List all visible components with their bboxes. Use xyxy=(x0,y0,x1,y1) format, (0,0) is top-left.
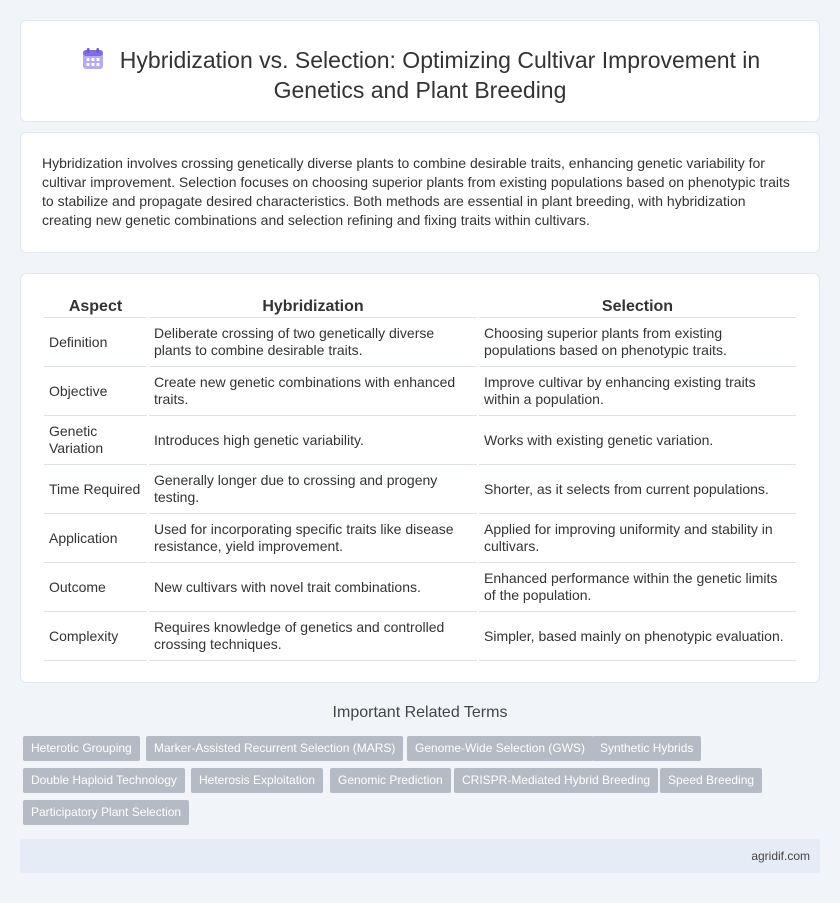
footer-site-link[interactable]: agridif.com xyxy=(751,849,810,863)
title-wrap xyxy=(61,45,779,105)
cell-selection: Improve cultivar by enhancing existing traits within a population. xyxy=(479,367,796,416)
tag-gws[interactable]: Genome-Wide Selection (GWS) xyxy=(407,736,593,761)
footer xyxy=(20,839,820,873)
intro-card xyxy=(20,132,820,253)
related-terms-title: Important Related Terms xyxy=(332,704,508,721)
cell-selection: Simpler, based mainly on phenotypic evaluation. xyxy=(479,612,796,661)
cell-aspect: Complexity xyxy=(44,612,147,661)
cell-hybridization: Introduces high genetic variability. xyxy=(149,416,477,465)
cell-hybridization: Used for incorporating specific traits like disease resistance, yield improvement. xyxy=(149,514,477,563)
tag-double-haploid[interactable]: Double Haploid Technology xyxy=(23,768,185,793)
cell-selection: Enhanced performance within the genetic limits of the population. xyxy=(479,563,796,612)
cell-selection: Shorter, as it selects from current populations. xyxy=(479,465,796,514)
table-row xyxy=(44,563,796,612)
comparison-table xyxy=(42,296,798,661)
cell-hybridization: Generally longer due to crossing and progeny testing. xyxy=(149,465,477,514)
tag-participatory-selection[interactable]: Participatory Plant Selection xyxy=(23,800,189,825)
cell-aspect: Outcome xyxy=(44,563,147,612)
header-selection: Selection xyxy=(479,296,796,318)
cell-selection: Works with existing genetic variation. xyxy=(479,416,796,465)
cell-hybridization: Deliberate crossing of two genetically diverse plants to combine desirable traits. xyxy=(149,318,477,367)
tag-crispr-hybrid-breeding[interactable]: CRISPR-Mediated Hybrid Breeding xyxy=(454,768,658,793)
table-row xyxy=(44,514,796,563)
tag-heterosis-exploitation[interactable]: Heterosis Exploitation xyxy=(191,768,323,793)
cell-hybridization: New cultivars with novel trait combinations. xyxy=(149,563,477,612)
table-row xyxy=(44,367,796,416)
table-row xyxy=(44,465,796,514)
comparison-card xyxy=(20,273,820,683)
header-hybridization: Hybridization xyxy=(149,296,477,318)
calendar-grid-icon xyxy=(80,46,106,72)
cell-hybridization: Create new genetic combinations with enhanced traits. xyxy=(149,367,477,416)
tag-mars[interactable]: Marker-Assisted Recurrent Selection (MARS) xyxy=(146,736,403,761)
cell-selection: Choosing superior plants from existing populations based on phenotypic traits. xyxy=(479,318,796,367)
table-row xyxy=(44,318,796,367)
tag-synthetic-hybrids[interactable]: Synthetic Hybrids xyxy=(592,736,701,761)
page-title: Hybridization vs. Selection: Optimizing Cultivar Improvement in Genetics and Plant Breeding xyxy=(119,47,761,103)
table-row xyxy=(44,416,796,465)
cell-aspect: Genetic Variation xyxy=(44,416,147,465)
tag-genomic-prediction[interactable]: Genomic Prediction xyxy=(330,768,451,793)
table-header-row xyxy=(44,296,796,318)
intro-paragraph: Hybridization involves crossing genetically diverse plants to combine desirable traits, enhancing genetic variability for cultivar improvement. Selection focuses on choosing superior plants from existing populations based on phenotypic traits to stabilize and propagate desired characteristics. Both methods are essential in plant breeding, with hybridization creating new genetic combinations and selection refining and fixing traits within cultivars. xyxy=(42,155,790,228)
cell-aspect: Time Required xyxy=(44,465,147,514)
cell-hybridization: Requires knowledge of genetics and controlled crossing techniques. xyxy=(149,612,477,661)
cell-aspect: Definition xyxy=(44,318,147,367)
cell-selection: Applied for improving uniformity and stability in cultivars. xyxy=(479,514,796,563)
tag-speed-breeding[interactable]: Speed Breeding xyxy=(660,768,762,793)
cell-aspect: Objective xyxy=(44,367,147,416)
header-card xyxy=(20,20,820,122)
tag-heterotic-grouping[interactable]: Heterotic Grouping xyxy=(23,736,140,761)
cell-aspect: Application xyxy=(44,514,147,563)
header-aspect: Aspect xyxy=(44,296,147,318)
table-row xyxy=(44,612,796,661)
